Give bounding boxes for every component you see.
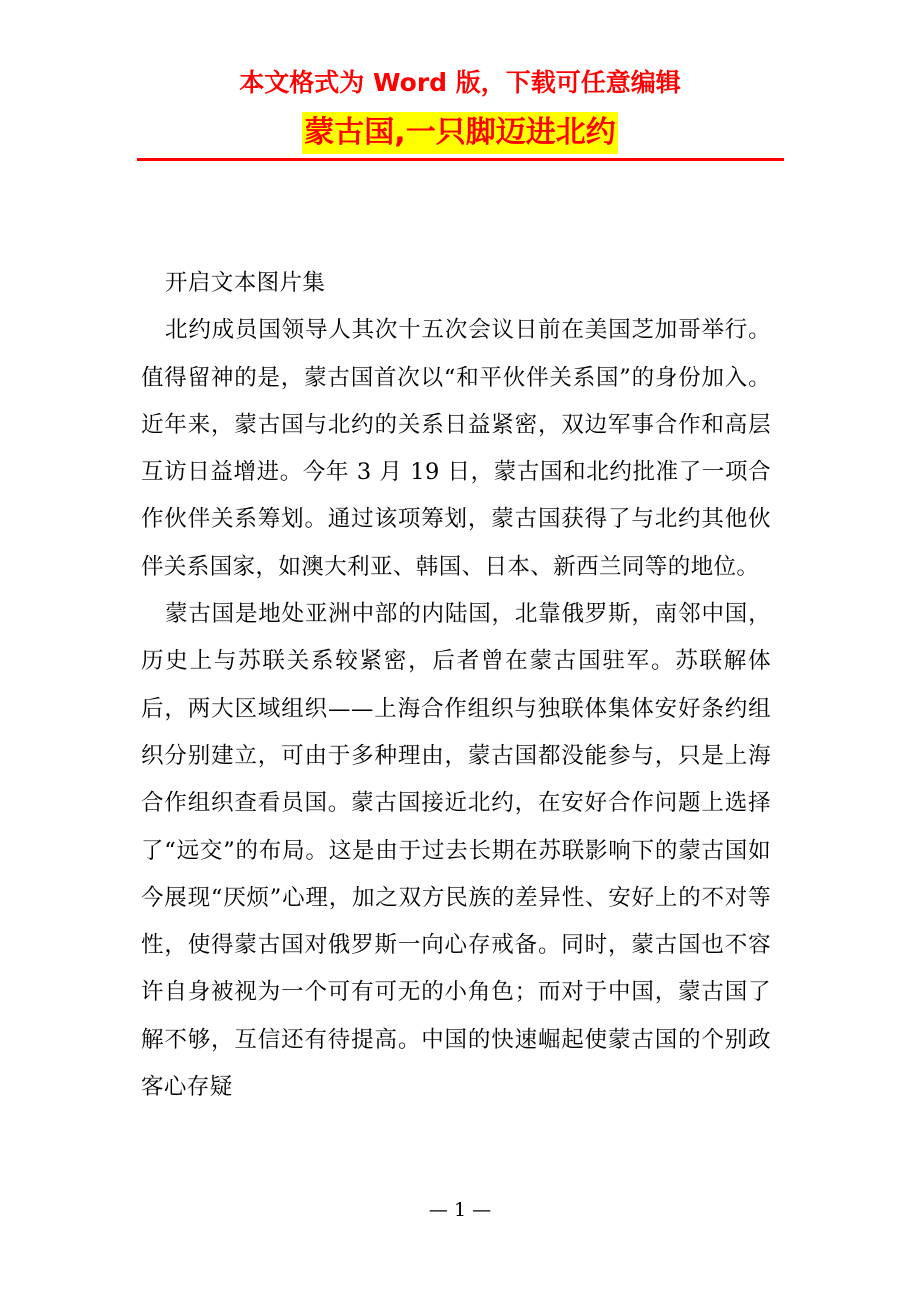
page-number: — 1 — [428,1199,492,1221]
format-notice: 本文格式为 Word 版，下载可任意编辑 [239,68,681,97]
paragraph-1: 北约成员国领导人其次十五次会议日前在美国芝加哥举行。值得留神的是，蒙古国首次以“和平伙伴关系国”的身份加入。近年来，蒙古国与北约的关系日益紧密，双边军事合作和高层互访日益增进。今年 3 月 19 日，蒙古国和北约批准了一项合作伙伴关系筹划。通过该项筹划，蒙古国获得了与北约其他伙伴关系国家，如澳大利亚、韩国、日本、新西兰同等的地位。 [141,317,771,580]
image-gallery-caption: 开启文本图片集 [165,270,326,296]
title-divider [137,158,784,161]
paragraph-2: 蒙古国是地处亚洲中部的内陆国，北靠俄罗斯，南邻中国，历史上与苏联关系较紧密，后者曾在蒙古国驻军。苏联解体后，两大区域组织——上海合作组织与独联体集体安好条约组织分别建立，可由于多种理由，蒙古国都没能参与，只是上海合作组织查看员国。蒙古国接近北约，在安好合作问题上选择了“远交”的布局。这是由于过去长期在苏联影响下的蒙古国如今展现“厌烦”心理，加之双方民族的差异性、安好上的不对等性，使得蒙古国对俄罗斯一向心存戒备。同时，蒙古国也不容许自身被视为一个可有可无的小角色；而对于中国，蒙古国了解不够，互信还有待提高。中国的快速崛起使蒙古国的个别政客心存疑 [141,601,771,1101]
document-title: 蒙古国,一只脚迈进北约 [302,112,617,154]
document-body [141,260,771,1111]
title-container [0,112,920,154]
